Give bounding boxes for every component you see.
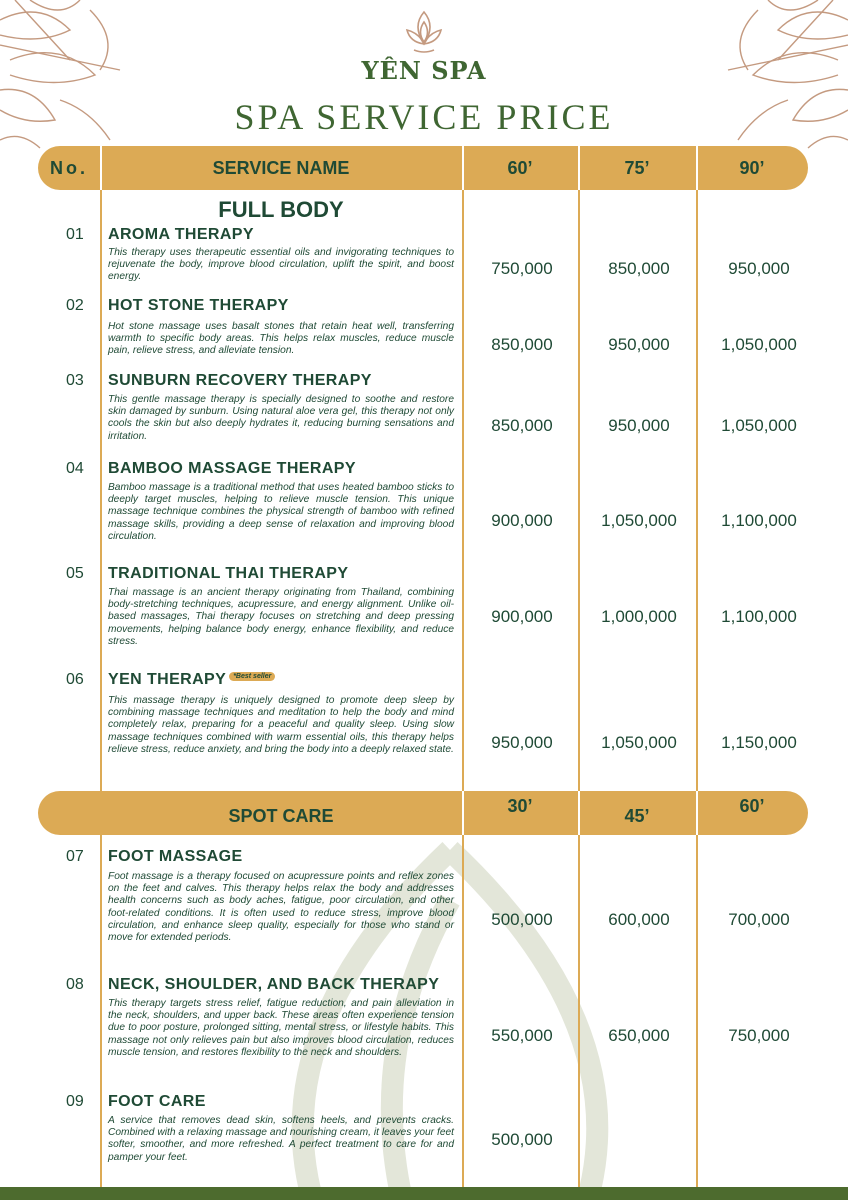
price-cell: 1,100,000 xyxy=(721,607,797,626)
column-header-duration-3: 90’ xyxy=(739,157,765,178)
price-cell: 950,000 xyxy=(491,733,553,752)
service-description: This therapy uses therapeutic essential oils and invigorating techniques to rejuvenate the body, improve blood circulation, uplift the spirit, and boost energy. xyxy=(108,247,454,283)
row-number: 05 xyxy=(66,565,84,582)
service-description: This therapy targets stress relief, fatigue reduction, and pain alleviation in the neck, shoulders, and upper back. These areas often experience tension due to poor posture, prolonged sitting, mental stress, or lifestyle habits. This massage not only relieves pain but also improves blood circulation, reduces muscle tension, and restores flexibility to the neck and shoulders. xyxy=(108,998,454,1058)
section-title-full-body: FULL BODY xyxy=(218,197,344,222)
service-name: FOOT MASSAGE xyxy=(108,848,243,865)
lotus-icon xyxy=(404,10,444,56)
price-cell: 500,000 xyxy=(491,1130,553,1149)
column-divider xyxy=(578,835,580,1187)
column-header-duration-2: 45’ xyxy=(624,805,650,826)
column-header-duration-1: 30’ xyxy=(507,795,533,816)
price-cell: 1,050,000 xyxy=(601,511,677,530)
price-cell: 1,050,000 xyxy=(721,416,797,435)
column-divider xyxy=(100,835,102,1187)
price-cell: 950,000 xyxy=(608,416,670,435)
service-description: Thai massage is an ancient therapy originating from Thailand, combining body-stretching techniques, acupressure, and energy alignment. Unlike oil-based massages, Thai therapy focuses on stretching and deep pressing movements, helping balance body energy, enhance flexibility, and reduce stress. xyxy=(108,587,454,647)
section-title-spot-care: SPOT CARE xyxy=(228,805,334,826)
service-name: BAMBOO MASSAGE THERAPY xyxy=(108,460,356,477)
best-seller-badge: *Best seller xyxy=(229,672,275,681)
price-cell: 850,000 xyxy=(608,259,670,278)
service-name: SUNBURN RECOVERY THERAPY xyxy=(108,372,372,389)
row-number: 06 xyxy=(66,671,84,688)
section-header-spot-care xyxy=(38,791,808,835)
footer-band xyxy=(0,1187,848,1200)
row-number: 02 xyxy=(66,297,84,314)
column-divider xyxy=(696,190,698,791)
price-cell: 900,000 xyxy=(491,511,553,530)
table-header-bar xyxy=(38,146,808,190)
row-number: 04 xyxy=(66,460,84,477)
row-number: 01 xyxy=(66,226,84,243)
column-header-duration-2: 75’ xyxy=(624,157,650,178)
price-cell: 550,000 xyxy=(491,1026,553,1045)
price-cell: 850,000 xyxy=(491,335,553,354)
price-cell: 750,000 xyxy=(491,259,553,278)
service-description: This gentle massage therapy is specially designed to soothe and restore skin damaged by sunburn. Using natural aloe vera gel, this therapy not only cools the skin but also deeply hydrates it, reducing burning sensations and irritation. xyxy=(108,394,454,442)
price-cell: 950,000 xyxy=(608,335,670,354)
price-cell: 500,000 xyxy=(491,910,553,929)
column-header-duration-3: 60’ xyxy=(739,795,765,816)
column-header-no: No. xyxy=(50,157,88,178)
row-number: 03 xyxy=(66,372,84,389)
price-cell: 1,000,000 xyxy=(601,607,677,626)
service-name: TRADITIONAL THAI THERAPY xyxy=(108,565,349,582)
service-description: Foot massage is a therapy focused on acupressure points and reflex zones on the feet and calves. This therapy helps relax the body and addresses health concerns such as body aches, fatigue, poor circulation, and other foot-related conditions. It is often used to reduce stress, improve blood circulation, and enhance sleep quality, especially for those who stand or move for extended periods. xyxy=(108,871,454,944)
price-cell: 750,000 xyxy=(728,1026,790,1045)
price-cell: 850,000 xyxy=(491,416,553,435)
service-name: FOOT CARE xyxy=(108,1093,206,1110)
service-description: Hot stone massage uses basalt stones that retain heat well, transferring warmth to specific body areas. This helps relax muscles, reduce muscle pain, relieve stress, and alleviate tension. xyxy=(108,321,454,357)
service-description: Bamboo massage is a traditional method that uses heated bamboo sticks to deeply target muscles, helping to relieve muscle tension. This unique massage technique combines the physical strength of bamboo with refined massage skills, providing a deep sense of relaxation and improving blood circulation. xyxy=(108,482,454,542)
price-cell: 700,000 xyxy=(728,910,790,929)
column-divider xyxy=(696,835,698,1187)
price-cell: 1,150,000 xyxy=(721,733,797,752)
column-divider xyxy=(462,190,464,791)
price-cell: 600,000 xyxy=(608,910,670,929)
price-cell: 950,000 xyxy=(728,259,790,278)
service-name: AROMA THERAPY xyxy=(108,226,254,243)
service-name-label: YEN THERAPY xyxy=(108,671,227,688)
service-description: A service that removes dead skin, softens heels, and prevents cracks. Combined with a relaxing massage and nourishing cream, it leaves your feet softer, smoother, and more refreshed. A perfect treatment to care for and pamper your feet. xyxy=(108,1115,454,1163)
price-cell: 900,000 xyxy=(491,607,553,626)
price-cell: 1,050,000 xyxy=(721,335,797,354)
price-cell: 1,050,000 xyxy=(601,733,677,752)
column-header-service-name: SERVICE NAME xyxy=(212,157,350,178)
column-divider xyxy=(578,190,580,791)
service-name: HOT STONE THERAPY xyxy=(108,297,289,314)
row-number: 08 xyxy=(66,976,84,993)
column-divider xyxy=(100,190,102,791)
column-divider xyxy=(462,835,464,1187)
price-cell: 1,100,000 xyxy=(721,511,797,530)
service-name xyxy=(108,671,275,689)
service-name: NECK, SHOULDER, AND BACK THERAPY xyxy=(108,976,440,993)
brand-name: YÊN SPA xyxy=(361,56,487,85)
page-header xyxy=(0,0,848,140)
page-title: SPA SERVICE PRICE xyxy=(234,97,614,137)
price-cell: 650,000 xyxy=(608,1026,670,1045)
service-description: This massage therapy is uniquely designed to promote deep sleep by combining massage techniques and meditation to help the body and mind completely relax, preparing for a peaceful and quality sleep. Using slow massage techniques combined with warm essential oils, this therapy helps relieve stress, reduce anxiety, and bring the body into a deeply relaxed state. xyxy=(108,695,454,755)
column-header-duration-1: 60’ xyxy=(507,157,533,178)
row-number: 07 xyxy=(66,848,84,865)
row-number: 09 xyxy=(66,1093,84,1110)
